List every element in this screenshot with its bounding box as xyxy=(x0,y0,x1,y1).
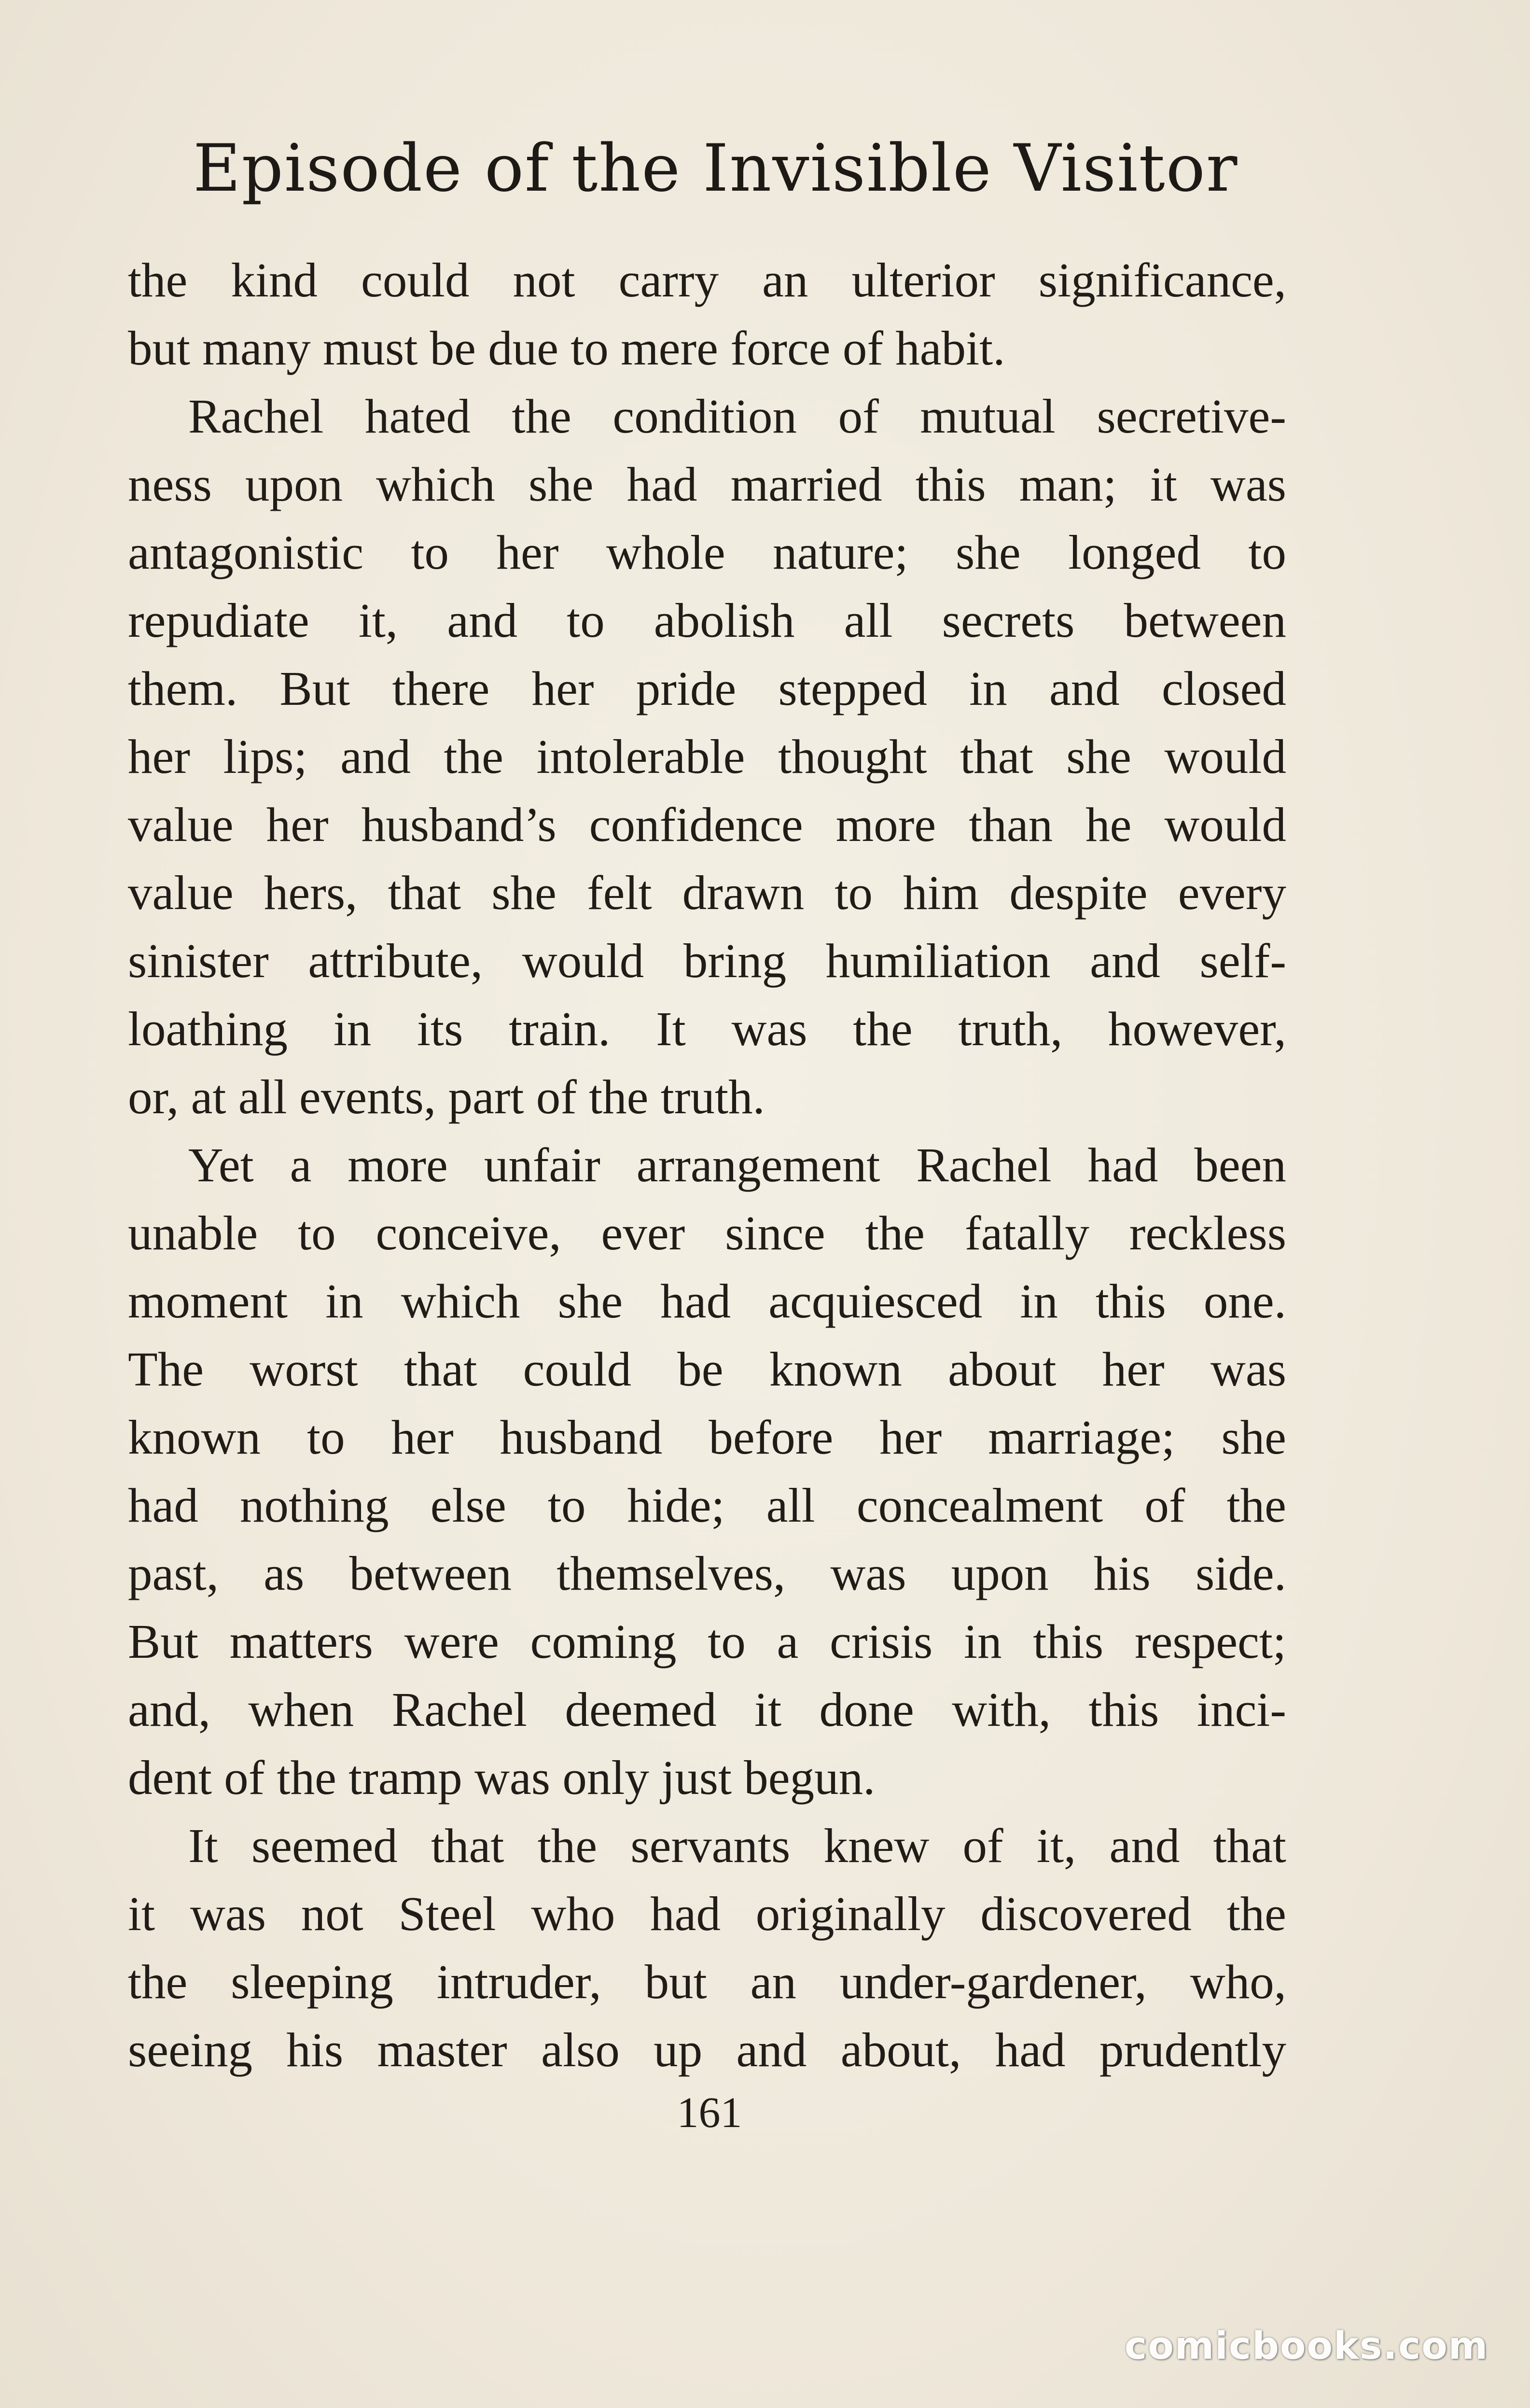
text-line: The worst that could be known about her was xyxy=(128,1342,1286,1396)
text-line: or, at all events, part of the truth. xyxy=(128,1070,765,1124)
watermark: comicbooks.com xyxy=(1125,2324,1489,2368)
text-line: It seemed that the servants knew of it, and that xyxy=(188,1819,1286,1873)
text-line: had nothing else to hide; all concealment of the xyxy=(128,1478,1286,1532)
text-line: her lips; and the intolerable thought that she would xyxy=(128,729,1286,784)
text-line: unable to conceive, ever since the fatally reckless xyxy=(128,1206,1286,1260)
text-line: sinister attribute, would bring humiliation and self- xyxy=(128,934,1286,988)
text-line: the sleeping intruder, but an under-gardener, who, xyxy=(128,1955,1286,2009)
text-line: Yet a more unfair arrangement Rachel had been xyxy=(188,1138,1286,1192)
text-line: ness upon which she had married this man; it was xyxy=(128,457,1286,511)
body-text xyxy=(128,246,1286,2084)
text-line: loathing in its train. It was the truth, however, xyxy=(128,1002,1286,1056)
text-line: known to her husband before her marriage; she xyxy=(128,1410,1286,1464)
text-line: and, when Rachel deemed it done with, this inci- xyxy=(128,1682,1286,1736)
running-head: Episode of the Invisible Visitor xyxy=(193,130,1238,206)
text-line: past, as between themselves, was upon his side. xyxy=(128,1546,1286,1600)
text-line: Rachel hated the condition of mutual secretive- xyxy=(188,389,1286,443)
text-line: them. But there her pride stepped in and closed xyxy=(128,661,1286,715)
text-line: the kind could not carry an ulterior significance, xyxy=(128,253,1286,307)
text-line: but many must be due to mere force of habit. xyxy=(128,321,1005,375)
text-line: seeing his master also up and about, had prudently xyxy=(128,2023,1286,2077)
text-line: moment in which she had acquiesced in this one. xyxy=(128,1274,1286,1328)
page-number: 161 xyxy=(677,2089,742,2137)
text-line: value hers, that she felt drawn to him despite every xyxy=(128,866,1286,920)
text-line: But matters were coming to a crisis in this respect; xyxy=(128,1614,1286,1668)
text-line: value her husband’s confidence more than he would xyxy=(128,798,1286,852)
text-line: it was not Steel who had originally discovered the xyxy=(128,1887,1286,1941)
text-line: repudiate it, and to abolish all secrets between xyxy=(128,593,1286,647)
text-line: dent of the tramp was only just begun. xyxy=(128,1750,876,1805)
text-line: antagonistic to her whole nature; she longed to xyxy=(128,525,1286,579)
